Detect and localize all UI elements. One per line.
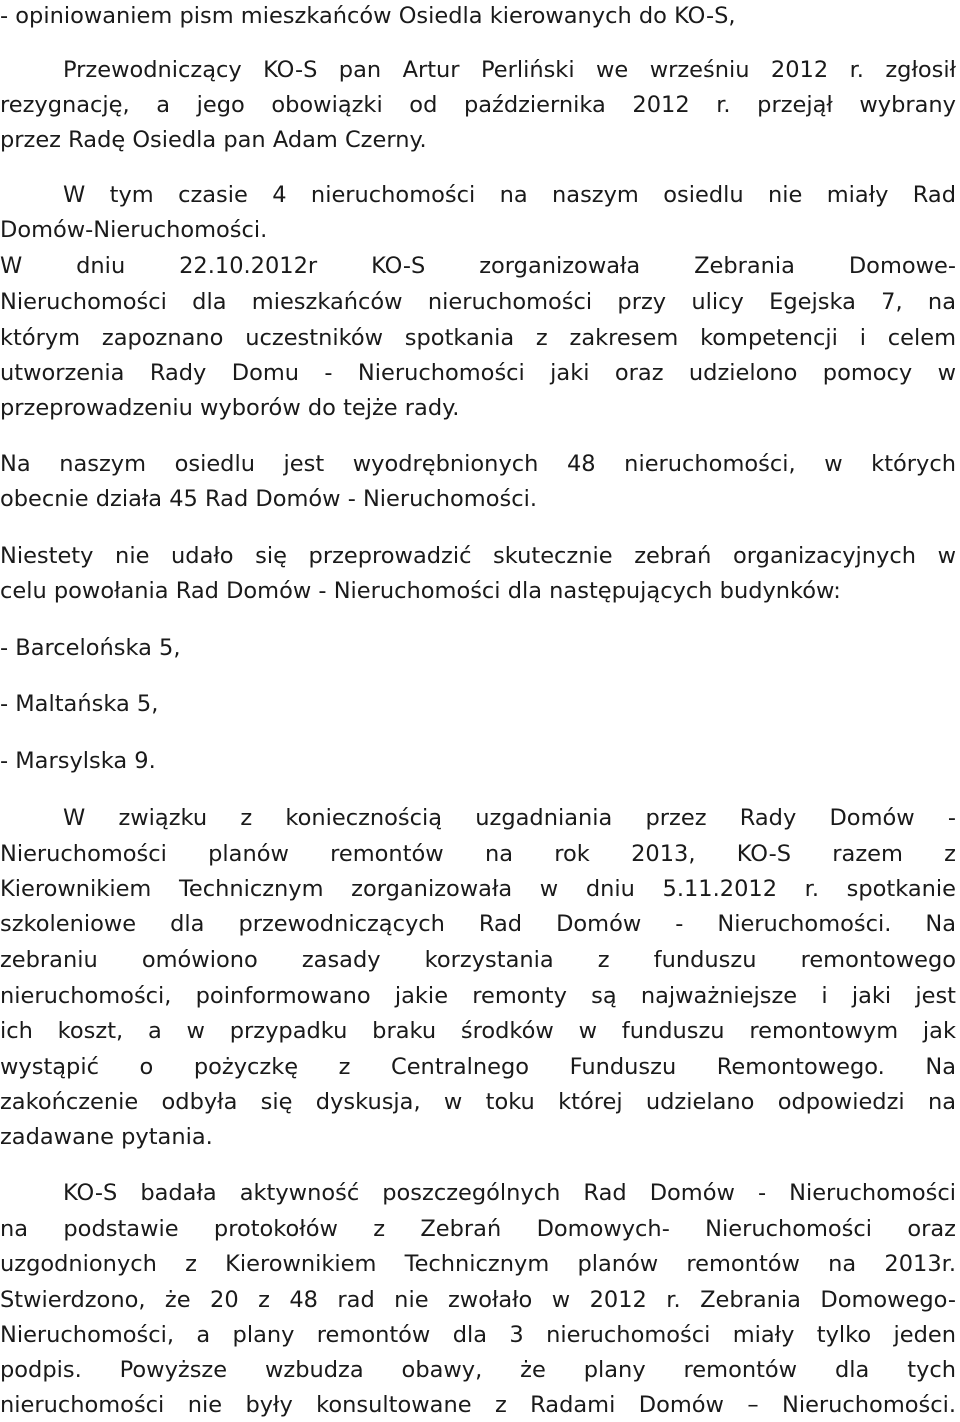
text-line: - Barcelońska 5,	[0, 635, 181, 661]
text-line: celu powołania Rad Domów - Nieruchomości dla następujących budynków:	[0, 578, 841, 604]
text-line: Nieruchomości planów remontów na rok 2013, KO-S razem z	[0, 841, 956, 867]
text-line: na podstawie protokołów z Zebrań Domowych- Nieruchomości oraz	[0, 1216, 956, 1242]
text-line: KO-S badała aktywność poszczególnych Rad Domów - Nieruchomości	[63, 1180, 956, 1206]
text-line: nieruchomości, poinformowano jakie remonty są najważniejsze i jaki jest	[0, 983, 956, 1009]
text-line: Na naszym osiedlu jest wyodrębnionych 48 nieruchomości, w których	[0, 451, 956, 477]
text-line: zebraniu omówiono zasady korzystania z funduszu remontowego	[0, 947, 956, 973]
text-line: - Maltańska 5,	[0, 691, 159, 717]
text-line: Przewodniczący KO-S pan Artur Perliński we wrześniu 2012 r. zgłosił	[63, 57, 956, 83]
text-line: przeprowadzeniu wyborów do tejże rady.	[0, 395, 460, 421]
text-line: - Marsylska 9.	[0, 748, 156, 774]
text-line: zadawane pytania.	[0, 1124, 213, 1150]
text-line: podpis. Powyższe wzbudza obawy, że plany remontów dla tych	[0, 1357, 956, 1383]
text-line: ich koszt, a w przypadku braku środków w funduszu remontowym jak	[0, 1018, 956, 1044]
text-line: Kierownikiem Technicznym zorganizowała w dniu 5.11.2012 r. spotkanie	[0, 876, 956, 902]
text-line: nieruchomości nie były konsultowane z Radami Domów – Nieruchomości.	[0, 1392, 956, 1418]
text-line: Niestety nie udało się przeprowadzić skutecznie zebrań organizacyjnych w	[0, 543, 956, 569]
text-line: Nieruchomości, a plany remontów dla 3 nieruchomości miały tylko jeden	[0, 1322, 956, 1348]
text-line: Stwierdzono, że 20 z 48 rad nie zwołało w 2012 r. Zebrania Domowego-	[0, 1287, 956, 1313]
text-line: rezygnację, a jego obowiązki od października 2012 r. przejął wybrany	[0, 92, 956, 118]
text-line: obecnie działa 45 Rad Domów - Nieruchomości.	[0, 486, 537, 512]
text-line: przez Radę Osiedla pan Adam Czerny.	[0, 127, 427, 153]
text-line: którym zapoznano uczestników spotkania z zakresem kompetencji i celem	[0, 325, 956, 351]
text-line: szkoleniowe dla przewodniczących Rad Domów - Nieruchomości. Na	[0, 911, 956, 937]
text-line: Nieruchomości dla mieszkańców nieruchomości przy ulicy Egejska 7, na	[0, 289, 956, 315]
text-line: W tym czasie 4 nieruchomości na naszym osiedlu nie miały Rad	[63, 182, 956, 208]
text-line: utworzenia Rady Domu - Nieruchomości jaki oraz udzielono pomocy w	[0, 360, 956, 386]
text-line: uzgodnionych z Kierownikiem Technicznym planów remontów na 2013r.	[0, 1251, 956, 1277]
text-line: W związku z koniecznością uzgadniania przez Rady Domów -	[63, 805, 956, 831]
text-line: wystąpić o pożyczkę z Centralnego Funduszu Remontowego. Na	[0, 1054, 956, 1080]
text-line: zakończenie odbyła się dyskusja, w toku której udzielano odpowiedzi na	[0, 1089, 956, 1115]
text-line: - opiniowaniem pism mieszkańców Osiedla kierowanych do KO-S,	[0, 3, 736, 29]
text-line: W dniu 22.10.2012r KO-S zorganizowała Zebrania Domowe-	[0, 253, 956, 279]
text-line: Domów-Nieruchomości.	[0, 217, 268, 243]
